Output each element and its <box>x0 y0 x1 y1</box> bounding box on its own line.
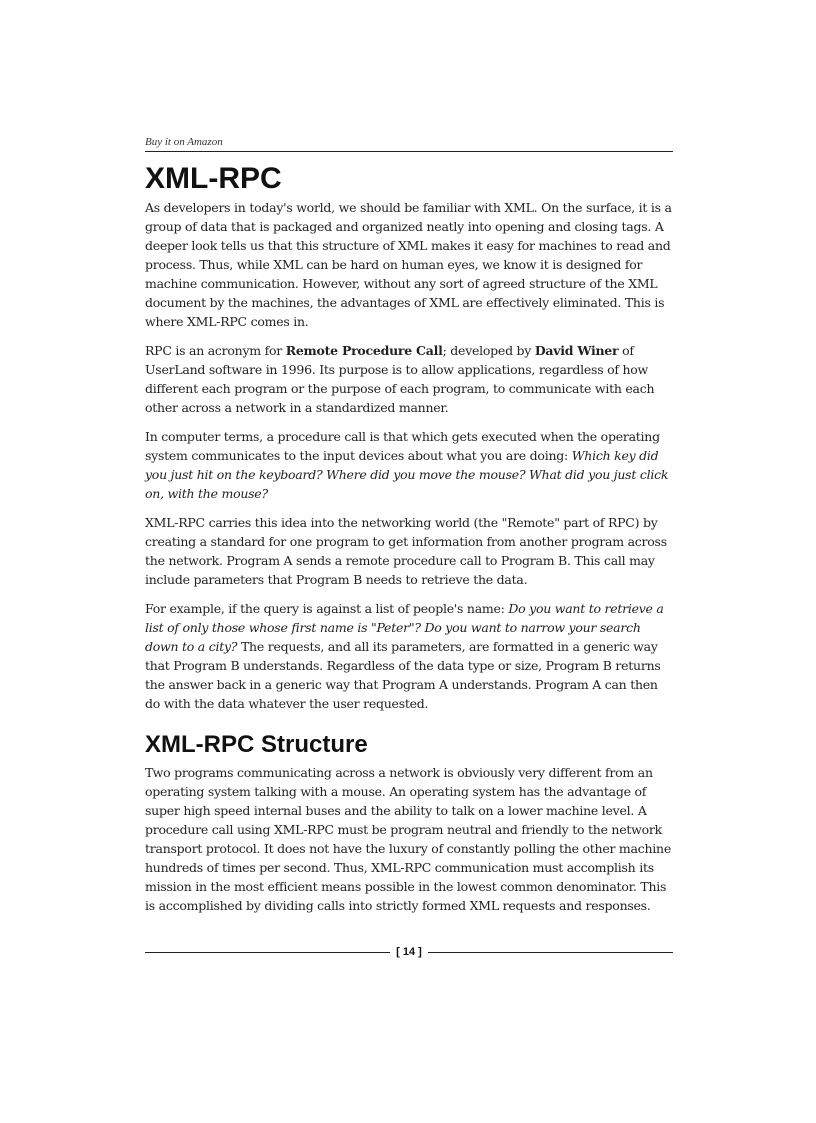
paragraph-intro: As developers in today's world, we should be familiar with XML. On the surface, it is a group of data that is packaged and organized neatly into opening and closing tags. A deeper look tells us that this structure of XML makes it easy for machines to read and process. Thus, while XML can be hard on human eyes, we know it is designed for machine communication. However, without any sort of agreed structure of the XML document by the machines, the advantages of XML are effectively eliminated. This is where XML-RPC comes in. <box>145 200 672 329</box>
paragraph-networking: XML-RPC carries this idea into the networking world (the "Remote" part of RPC) by creating a standard for one program to get information from another program across the network. Program A sends a remote procedure call to Program B. This call may include parameters that Program B needs to retrieve the data. <box>145 515 667 587</box>
footer-rule-left <box>145 952 390 953</box>
page-footer <box>145 944 673 960</box>
paragraph-rpc-acronym <box>145 341 673 417</box>
page-number: [ 14 ] <box>396 946 422 958</box>
text-span: The requests, and all its parameters, are formatted in a generic way that Program B understands. Regardless of the data type or size, Program B returns the answer back in a generic way that Program A understands. Program A can then do with the data whatever the user requested. <box>145 639 661 711</box>
text-span: ; developed by <box>442 343 535 358</box>
running-header: Buy it on Amazon <box>145 136 673 152</box>
italic-example-queries: Do you want to retrieve a list of only those whose first name is "Peter"? Do you want to narrow your search down to a city? <box>145 601 664 654</box>
page-content <box>145 162 673 925</box>
paragraph-procedure-call <box>145 427 673 503</box>
text-span: In computer terms, a procedure call is that which gets executed when the operating system communicates to the input devices about what you are doing: <box>145 429 660 463</box>
text-span: of UserLand software in 1996. Its purpose is to allow applications, regardless of how different each program or the purpose of each program, to communicate with each other across a network in a standardized manner. <box>145 343 655 415</box>
text-span: RPC is an acronym for <box>145 343 286 358</box>
bold-term-remote-procedure-call: Remote Procedure Call <box>285 343 443 358</box>
bold-author-name: David Winer <box>534 343 619 358</box>
footer-rule-right <box>428 952 673 953</box>
section-heading-xml-rpc-structure: XML-RPC Structure <box>145 731 368 758</box>
paragraph-structure: Two programs communicating across a network is obviously very different from an operating system talking with a mouse. An operating system has the advantage of super high speed internal buses and the ability to talk on a lower machine level. A procedure call using XML-RPC must be program neutral and friendly to the network transport protocol. It does not have the luxury of constantly polling the other machine hundreds of times per second. Thus, XML-RPC communication must accomplish its mission in the most efficient means possible in the lowest common denominator. This is accomplished by dividing calls into strictly formed XML requests and responses. <box>145 765 671 913</box>
paragraph-example <box>145 599 673 713</box>
text-span: For example, if the query is against a list of people's name: <box>145 601 509 616</box>
italic-questions: Which key did you just hit on the keyboard? Where did you move the mouse? What did you just click on, with the mouse? <box>145 448 669 501</box>
section-heading-xml-rpc: XML-RPC <box>145 162 282 195</box>
